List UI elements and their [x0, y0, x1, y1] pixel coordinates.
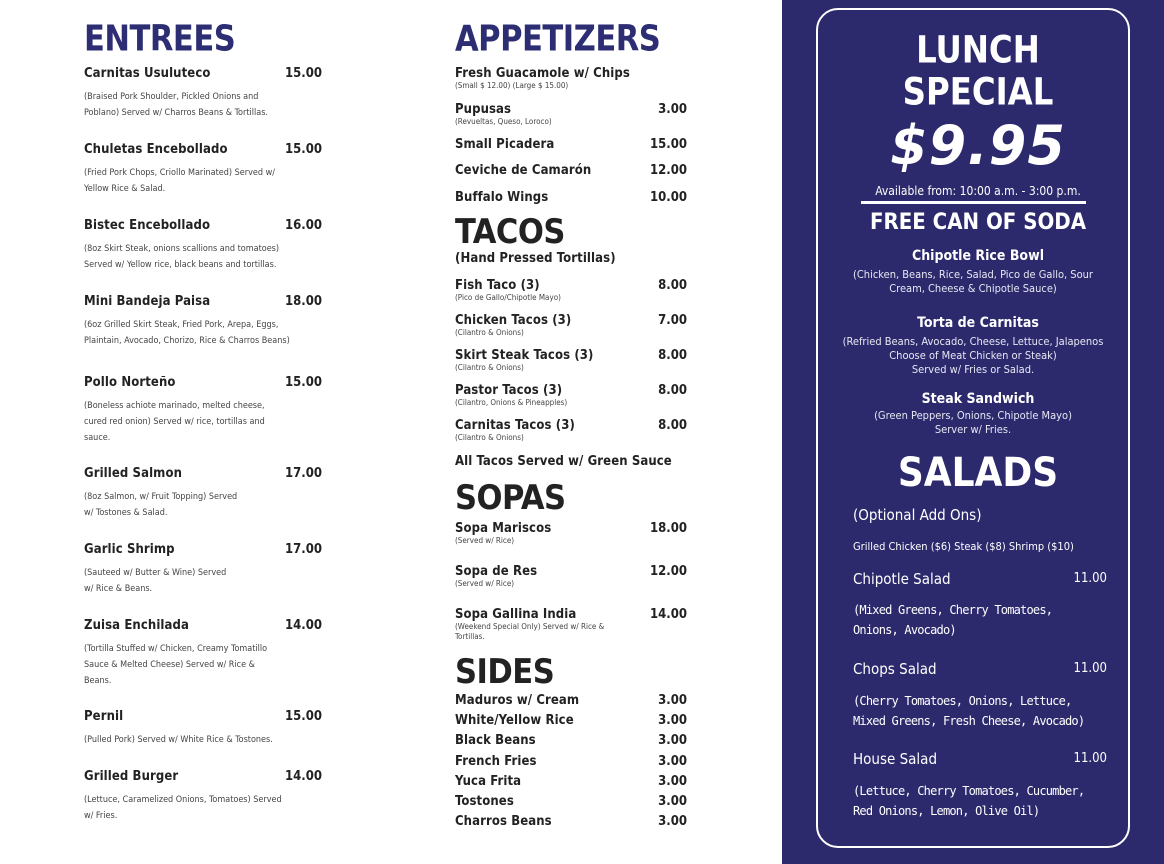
- item-price: 15.00: [285, 142, 322, 157]
- item-name: Sopa Mariscos: [455, 521, 552, 536]
- item-name: Maduros w/ Cream: [455, 693, 580, 708]
- item-price: 14.00: [650, 607, 687, 622]
- item-description: (Braised Pork Shoulder, Pickled Onions and Poblano) Served w/ Charros Beans & Tortillas.: [84, 92, 269, 118]
- item-description: (Served w/ Rice): [455, 536, 515, 545]
- lunch-item-desc: [830, 409, 1116, 437]
- item-price: 8.00: [658, 383, 687, 398]
- desc-line: (Mixed Greens, Cherry Tomatoes,: [853, 603, 1053, 617]
- item-price: 8.00: [658, 418, 687, 433]
- item-price: 15.00: [285, 709, 322, 724]
- side-item: [455, 754, 690, 772]
- item-price: 17.00: [285, 466, 322, 481]
- item-name: Chicken Tacos (3): [455, 313, 572, 328]
- salad-price: 11.00: [1073, 571, 1107, 586]
- item-name: Yuca Frita: [455, 774, 522, 789]
- side-item: [455, 774, 690, 792]
- item-description: (Lettuce, Caramelized Onions, Tomatoes) Served w/ Fries.: [84, 795, 282, 821]
- item-price: 18.00: [650, 521, 687, 536]
- lunch-item-name: Torta de Carnitas: [917, 315, 1039, 331]
- item-price: 15.00: [650, 137, 687, 152]
- salad-price: 11.00: [1073, 661, 1107, 676]
- item-price: 14.00: [285, 618, 322, 633]
- item-description: (Pico de Gallo/Chipotle Mayo): [455, 293, 561, 302]
- side-item: [455, 693, 690, 711]
- item-price: 15.00: [285, 375, 322, 390]
- item-price: 3.00: [658, 102, 687, 117]
- lunch-item-name: Steak Sandwich: [921, 391, 1035, 407]
- item-description: (Cilantro & Onions): [455, 328, 524, 337]
- item-price: 14.00: [285, 769, 322, 784]
- item-description: (Cilantro & Onions): [455, 433, 524, 442]
- item-name: Fresh Guacamole w/ Chips: [455, 66, 630, 81]
- lunch-hours: Available from: 10:00 a.m. - 3:00 p.m.: [875, 184, 1081, 198]
- desc-line: Choose of Meat Chicken or Steak): [889, 349, 1057, 362]
- salads-addons: Grilled Chicken ($6) Steak ($8) Shrimp ($10): [853, 540, 1074, 553]
- desc-line: Cream, Cheese & Chipotle Sauce): [889, 282, 1057, 295]
- desc-line: (Green Peppers, Onions, Chipotle Mayo): [874, 409, 1072, 422]
- item-name: Carnitas Tacos (3): [455, 418, 575, 433]
- item-name: Fish Taco (3): [455, 278, 540, 293]
- item-price: 12.00: [650, 564, 687, 579]
- salads-optional: (Optional Add Ons): [853, 506, 982, 524]
- note-text: All Tacos Served w/ Green Sauce: [455, 454, 672, 469]
- item-name: Pupusas: [455, 102, 512, 117]
- appetizers-title: APPETIZERS: [455, 18, 661, 60]
- side-item: [455, 713, 690, 731]
- item-name: Charros Beans: [455, 814, 552, 829]
- item-description: (Boneless achiote marinado, melted cheese, cured red onion) Served w/ rice, tortillas and sauce.: [84, 401, 265, 443]
- item-name: Sopa Gallina India: [455, 607, 577, 622]
- desc-line: Server w/ Fries.: [934, 423, 1012, 436]
- item-name: Grilled Salmon: [84, 466, 183, 481]
- item-name: Ceviche de Camarón: [455, 163, 592, 178]
- lunch-title-line2: SPECIAL: [902, 70, 1054, 114]
- desc-line: (Cherry Tomatoes, Onions, Lettuce,: [853, 694, 1072, 708]
- item-price: 3.00: [658, 814, 687, 829]
- item-description: (Cilantro & Onions): [455, 363, 524, 372]
- item-name: White/Yellow Rice: [455, 713, 574, 728]
- item-name: Pernil: [84, 709, 124, 724]
- desc-line: (Refried Beans, Avocado, Cheese, Lettuce, Jalapenos: [842, 335, 1104, 348]
- item-name: Skirt Steak Tacos (3): [455, 348, 594, 363]
- item-name: French Fries: [455, 754, 537, 769]
- desc-line: Served w/ Fries or Salad.: [911, 363, 1035, 376]
- item-description: (6oz Grilled Skirt Steak, Fried Pork, Arepa, Eggs, Plaintain, Avocado, Chorizo, Rice & Charros Beans): [84, 320, 290, 346]
- salad-price: 11.00: [1073, 751, 1107, 766]
- item-price: 3.00: [658, 794, 687, 809]
- item-name: Chuletas Encebollado: [84, 142, 228, 157]
- side-item: [455, 814, 690, 832]
- item-name: Garlic Shrimp: [84, 542, 175, 557]
- item-name: Buffalo Wings: [455, 190, 549, 205]
- item-description: (Served w/ Rice): [455, 579, 515, 588]
- item-description: (Revueltas, Queso, Loroco): [455, 117, 552, 126]
- subtitle-text: (Hand Pressed Tortillas): [455, 251, 616, 266]
- free-soda: FREE CAN OF SODA: [869, 210, 1087, 235]
- item-price: 7.00: [658, 313, 687, 328]
- item-price: 3.00: [658, 733, 687, 748]
- lunch-item-desc: [830, 268, 1116, 296]
- item-price: 8.00: [658, 278, 687, 293]
- sopas-title: SOPAS: [455, 478, 566, 518]
- item-description: (Pulled Pork) Served w/ White Rice & Tostones.: [84, 735, 273, 745]
- item-description: (8oz Skirt Steak, onions scallions and tomatoes) Served w/ Yellow rice, black beans and tortillas.: [84, 244, 280, 270]
- salad-name: Chipotle Salad: [853, 570, 951, 588]
- item-name: Carnitas Usuluteco: [84, 66, 211, 81]
- salad-desc: [853, 600, 1052, 640]
- salad-name: Chops Salad: [853, 660, 937, 678]
- item-description: (Small $ 12.00) (Large $ 15.00): [455, 81, 569, 90]
- item-price: 3.00: [658, 713, 687, 728]
- item-price: 3.00: [658, 754, 687, 769]
- desc-line: (Chicken, Beans, Rice, Salad, Pico de Gallo, Sour: [853, 268, 1093, 281]
- sides-title: SIDES: [455, 652, 555, 692]
- item-name: Tostones: [455, 794, 514, 809]
- item-price: 12.00: [650, 163, 687, 178]
- salad-desc: [853, 781, 1084, 821]
- item-name: Sopa de Res: [455, 564, 538, 579]
- item-name: Bistec Encebollado: [84, 218, 211, 233]
- item-price: 3.00: [658, 693, 687, 708]
- item-description: (Cilantro, Onions & Pineapples): [455, 398, 568, 407]
- item-price: 8.00: [658, 348, 687, 363]
- lunch-price: $9.95: [890, 114, 1066, 177]
- item-name: Zuisa Enchilada: [84, 618, 189, 633]
- side-item: [455, 794, 690, 812]
- item-description: (Weekend Special Only) Served w/ Rice & Tortillas.: [455, 622, 605, 641]
- side-item: [455, 733, 690, 751]
- item-name: Pollo Norteño: [84, 375, 176, 390]
- tacos-title: TACOS: [455, 212, 565, 252]
- entrees-title: ENTREES: [84, 18, 236, 60]
- item-name: Mini Bandeja Paisa: [84, 294, 211, 309]
- desc-line: Red Onions, Lemon, Olive Oil): [853, 804, 1040, 818]
- divider: [861, 201, 1086, 204]
- item-price: 18.00: [285, 294, 322, 309]
- item-name: Grilled Burger: [84, 769, 179, 784]
- item-description: (Tortilla Stuffed w/ Chicken, Creamy Tomatillo Sauce & Melted Cheese) Served w/ Rice & Beans.: [84, 644, 268, 686]
- desc-line: Onions, Avocado): [853, 623, 956, 637]
- item-description: (8oz Salmon, w/ Fruit Topping) Served w/ Tostones & Salad.: [84, 492, 238, 518]
- desc-line: (Lettuce, Cherry Tomatoes, Cucumber,: [853, 784, 1085, 798]
- desc-line: Mixed Greens, Fresh Cheese, Avocado): [853, 714, 1085, 728]
- item-price: 3.00: [658, 774, 687, 789]
- salad-desc: [853, 691, 1084, 731]
- item-name: Small Picadera: [455, 137, 555, 152]
- item-price: 15.00: [285, 66, 322, 81]
- salad-name: House Salad: [853, 750, 938, 768]
- salads-title: SALADS: [897, 450, 1059, 496]
- item-price: 17.00: [285, 542, 322, 557]
- lunch-item-name: Chipotle Rice Bowl: [911, 248, 1045, 264]
- item-price: 10.00: [650, 190, 687, 205]
- item-description: (Fried Pork Chops, Criollo Marinated) Served w/ Yellow Rice & Salad.: [84, 168, 275, 194]
- item-description: (Sauteed w/ Butter & Wine) Served w/ Rice & Beans.: [84, 568, 227, 594]
- item-price: 16.00: [285, 218, 322, 233]
- lunch-title-line1: LUNCH: [916, 28, 1040, 72]
- item-name: Pastor Tacos (3): [455, 383, 563, 398]
- item-name: Black Beans: [455, 733, 536, 748]
- lunch-item-desc: [830, 335, 1116, 377]
